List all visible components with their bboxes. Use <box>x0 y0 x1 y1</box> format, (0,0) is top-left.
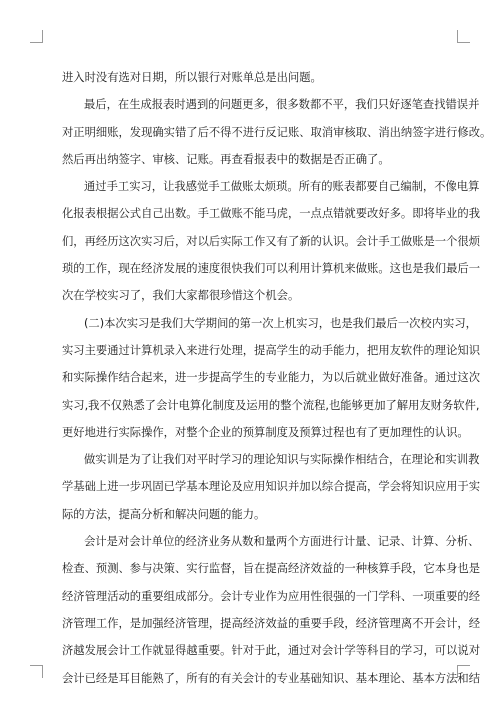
text-line: 济管理工作，是加强经济管理，提高经济效益的重要手段，经济管理离不开会计，经 <box>62 616 480 630</box>
text-line: 实习,我不仅熟悉了会计电算化制度及运用的整个流程,也能够更加了解用友财务软件, <box>62 398 480 412</box>
document-body <box>62 64 492 692</box>
text-line: 次在学校实习了，我们大家都很珍惜这个机会。 <box>62 289 300 303</box>
text-line: 化报表根据公式自己出数。手工做账不能马虎，一点点错就要改好多。即将毕业的我 <box>62 207 480 221</box>
text-line: 琐的工作，现在经济发展的速度很快我们可以利用计算机来做账。这也是我们最后一 <box>62 262 480 276</box>
text-line: (二)本次实习是我们大学期间的第一次上机实习，也是我们最后一次校内实习， <box>84 316 477 330</box>
text-line: 际的方法，提高分析和解决问题的能力。 <box>62 507 266 521</box>
text-line: 进入时没有选对日期，所以银行对账单总是出问题。 <box>62 71 322 84</box>
crop-mark-bottom-left <box>30 665 43 678</box>
text-line: 济越发展会计工作就显得越重要。针对于此，通过对会计学等科目的学习，可以说对 <box>62 644 480 658</box>
text-line: 更好地进行实际操作，对整个企业的预算制度及预算过程也有了更加理性的认识。 <box>62 425 469 439</box>
text-line: 对正明细账，发现确实错了后不得不进行反记账、取消审核取、消出纳签字进行修改。 <box>62 125 492 139</box>
crop-mark-top-right <box>457 30 470 43</box>
text-line: 检查、预测、参与决策、实行监督，旨在提高经济效益的一种核算手段，它本身也是 <box>62 562 480 576</box>
text-line: 们，再经历这次实习后，对以后实际工作又有了新的认识。会计手工做账是一个很烦 <box>62 234 480 248</box>
text-line: 然后再出纳签字、审核、记账。再查看报表中的数据是否正确了。 <box>62 152 390 166</box>
text-line: 会计是对会计单位的经济业务从数和量两个方面进行计量、记录、计算、分析、 <box>84 535 480 549</box>
text-line: 实习主要通过计算机录入来进行处理，提高学生的动手能力，把用友软件的理论知识 <box>62 343 480 357</box>
text-line: 最后，在生成报表时遇到的问题更多，很多数都不平，我们只好逐笔查找错误并 <box>84 98 480 112</box>
text-line: 经济管理活动的重要组成部分。会计专业作为应用性很强的一门学科、一项重要的经 <box>62 589 480 603</box>
text-line: 通过手工实习，让我感觉手工做账太烦琐。所有的账表都要自己编制，不像电算 <box>84 180 480 194</box>
crop-mark-top-left <box>30 30 43 43</box>
text-line: 做实训是为了让我们对平时学习的理论知识与实际操作相结合，在理论和实训教 <box>84 453 480 467</box>
text-line: 会计已经是耳目能熟了，所有的有关会计的专业基础知识、基本理论、基本方法和结 <box>62 671 480 685</box>
text-line: 学基础上进一步巩固已学基本理论及应用知识并加以综合提高，学会将知识应用于实 <box>62 480 480 494</box>
text-line: 和实际操作结合起来，进一步提高学生的专业能力，为以后就业做好准备。通过这次 <box>62 371 480 385</box>
